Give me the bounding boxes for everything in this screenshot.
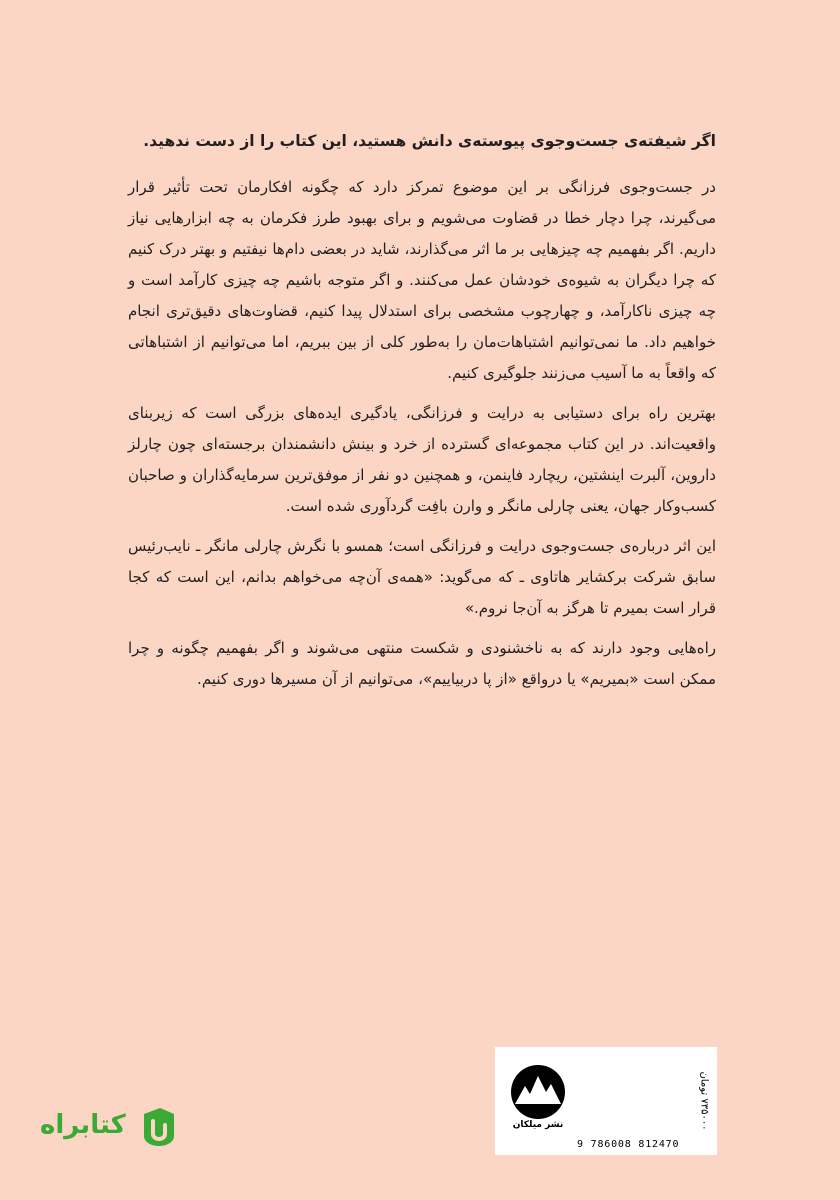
paragraph-1: در جست‌وجوی فرزانگی بر این موضوع تمرکز دارد که چگونه افکارمان تحت تأثیر قرار می‌گیرند، چرا دچار خطا در قضاوت می‌شویم و برای بهبود طرز فکرمان به چه ابزارهایی نیاز داریم. اگر بفهمیم چه چیزهایی بر ما اثر می‌گذارند، شاید در بعضی دام‌ها نیفتیم و بهتر درک کنیم که چرا دیگران به شیوه‌ی خودشان عمل می‌کنند. و اگر متوجه باشیم چه چیزی کارآمد است و چه چیزی ناکارآمد، و چهارچوب مشخصی برای استدلال پیدا کنیم، قضاوت‌های دقیق‌تری انجام خواهیم داد. ما نمی‌توانیم اشتباهات‌مان را به‌طور کلی از بین ببریم، اما می‌توانیم از اشتباهاتی که واقعاً به ما آسیب می‌زنند جلوگیری کنیم. — [128, 178, 716, 382]
paragraph-4: راه‌هایی وجود دارند که به ناخشنودی و شکست منتهی می‌شوند و اگر بفهمیم چگونه و چرا ممکن است «بمیریم» یا درواقع «از پا دربیاییم»، می‌توانیم از آن مسیرها دوری کنیم. — [128, 639, 716, 688]
paragraph-3: این اثر درباره‌ی جست‌وجوی درایت و فرزانگی است؛ همسو با نگرش چارلی مانگر ـ نایب‌رئیس سابق شرکت برکشایر هاتاوی ـ که می‌گوید: «همه‌ی آن‌چه می‌خواهم بدانم، این است که کجا قرار است بمیرم تا هرگز به آن‌جا نروم.» — [128, 537, 716, 617]
paragraph-2: بهترین راه برای دستیابی به درایت و فرزانگی، یادگیری ایده‌های بزرگی است که زیربنای واقعیت‌اند. در این کتاب مجموعه‌ای گسترده از خرد و بینش دانشمندان برجسته‌ای چون چارلز داروین، آلبرت اینشتین، ریچارد فاینمن، و همچنین دو نفر از موفق‌ترین سرمایه‌گذاران و صاحبان کسب‌وکار جهان، یعنی چارلی مانگر و وارن بافِت گردآوری شده است. — [128, 404, 716, 515]
publisher-name: نشر میلکان — [512, 1120, 564, 1130]
isbn-number: 9 786008 812470 — [577, 1139, 680, 1150]
lead-sentence: اگر شیفته‌ی جست‌وجوی پیوسته‌ی دانش هستید، این کتاب را از دست ندهید. — [143, 132, 716, 150]
ketabrah-logo — [40, 1106, 180, 1162]
book-leaf-icon — [140, 1106, 178, 1148]
back-cover-text — [128, 128, 716, 704]
publisher-logo — [503, 1060, 573, 1138]
ketabrah-label: کتابراه — [40, 1110, 126, 1140]
isbn-info-box — [495, 1047, 717, 1155]
price-text: ۷۳۵۰۰۰ تومان — [698, 1071, 710, 1131]
mountain-logo-icon — [503, 1060, 573, 1120]
price-label — [694, 1055, 714, 1147]
